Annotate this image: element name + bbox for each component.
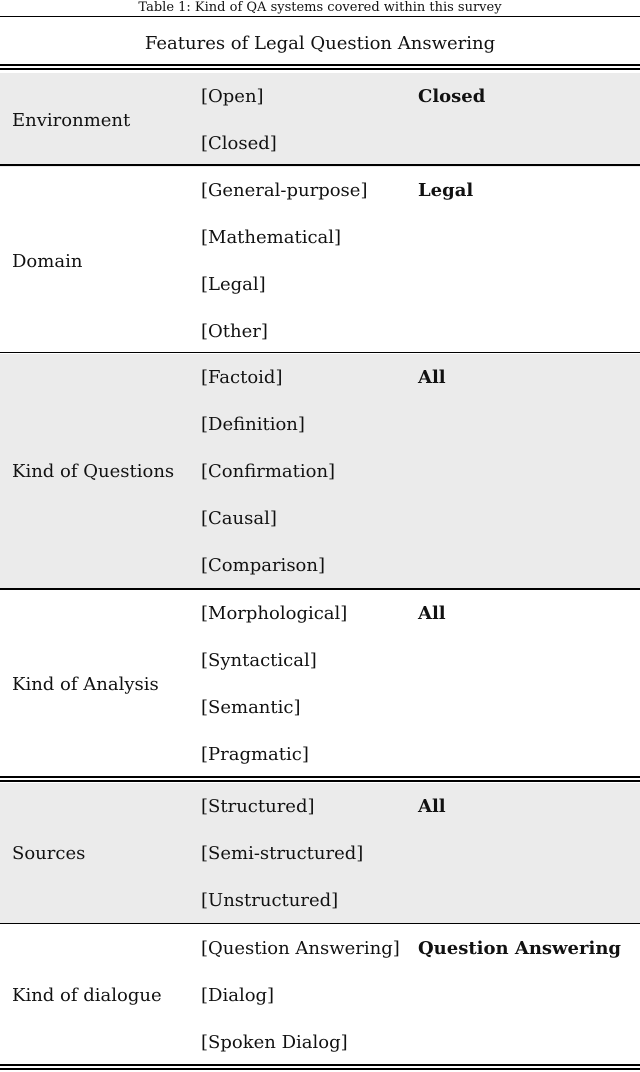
feature-option: [General-purpose] xyxy=(201,180,368,201)
feature-value: All xyxy=(418,367,446,388)
feature-option: [Dialog] xyxy=(201,985,275,1006)
feature-value: Legal xyxy=(418,180,474,201)
table-row xyxy=(0,354,640,589)
feature-value: All xyxy=(418,796,446,817)
feature-value: Closed xyxy=(418,86,486,107)
feature-option: [Comparison] xyxy=(201,555,326,576)
feature-option: [Syntactical] xyxy=(201,650,317,671)
row-separator xyxy=(0,776,640,778)
feature-category: Environment xyxy=(12,109,131,131)
feature-option: [Structured] xyxy=(201,796,315,817)
row-separator xyxy=(0,923,640,924)
table-row xyxy=(0,925,640,1066)
feature-option: [Morphological] xyxy=(201,603,348,624)
feature-category: Kind of Analysis xyxy=(12,673,159,695)
table-row xyxy=(0,590,640,778)
feature-option: [Closed] xyxy=(201,133,277,154)
feature-option: [Other] xyxy=(201,321,268,342)
table-row xyxy=(0,73,640,167)
table-row xyxy=(0,167,640,355)
header-rule-1 xyxy=(0,64,640,66)
feature-option: [Mathematical] xyxy=(201,227,342,248)
row-separator xyxy=(0,164,640,166)
feature-option: [Definition] xyxy=(201,414,305,435)
feature-option: [Confirmation] xyxy=(201,461,336,482)
feature-category: Domain xyxy=(12,250,83,272)
feature-option: [Pragmatic] xyxy=(201,744,309,765)
feature-value: All xyxy=(418,603,446,624)
row-separator xyxy=(0,1068,640,1070)
table-header: Features of Legal Question Answering xyxy=(144,33,496,54)
row-separator xyxy=(0,780,640,782)
row-separator xyxy=(0,352,640,353)
feature-option: [Spoken Dialog] xyxy=(201,1032,348,1053)
feature-category: Sources xyxy=(12,843,86,864)
feature-option: [Causal] xyxy=(201,508,277,529)
feature-option: [Semi-structured] xyxy=(201,843,364,864)
header-rule-2 xyxy=(0,68,640,70)
feature-option: [Legal] xyxy=(201,274,266,295)
table-row xyxy=(0,783,640,924)
feature-category: Kind of dialogue xyxy=(12,985,162,1006)
feature-option: [Open] xyxy=(201,86,264,107)
table-caption: Table 1: Kind of QA systems covered within this survey xyxy=(138,0,502,15)
feature-option: [Unstructured] xyxy=(201,890,339,911)
feature-option: [Semantic] xyxy=(201,697,301,718)
feature-category: Kind of Questions xyxy=(12,461,175,482)
row-separator xyxy=(0,588,640,590)
row-separator xyxy=(0,1064,640,1066)
top-rule xyxy=(0,16,640,17)
feature-value: Question Answering xyxy=(418,938,621,959)
feature-option: [Factoid] xyxy=(201,367,283,388)
feature-option: [Question Answering] xyxy=(201,938,400,959)
